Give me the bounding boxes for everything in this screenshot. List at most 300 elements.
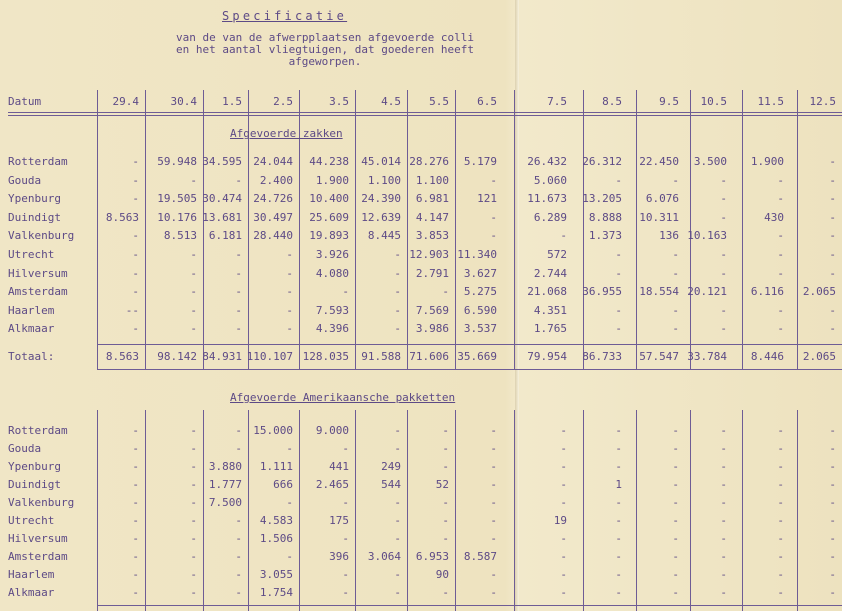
table-cell: - [442,460,449,473]
table-cell: 6.116 [750,285,784,299]
section-title: Afgevoerde zakken [230,127,343,140]
date-header: 8.5 [602,95,622,108]
table-cell: 1.111 [259,460,293,473]
table-cell: - [235,442,242,455]
column-divider [514,410,515,611]
table-cell: 28.276 [409,155,449,168]
table-cell: - [235,248,242,261]
table-cell: - [490,496,497,509]
column-divider [690,410,691,611]
table-cell: - [132,266,139,280]
total-cell: 71.606 [409,350,449,363]
table-cell: - [442,442,449,455]
table-cell: 24.044 [253,155,293,168]
table-cell: - [190,532,197,545]
total-cell: 91.588 [361,350,401,363]
table-cell: - [560,460,567,473]
column-divider [407,90,408,370]
table-cell: 1.506 [259,532,293,545]
table-cell: - [615,173,622,187]
table-cell: - [235,568,242,581]
table-cell: 249 [381,460,401,473]
document-subtitle [160,32,490,68]
table-cell: 3.986 [415,322,449,336]
table-cell: 10.176 [157,210,197,224]
table-cell: - [777,460,784,473]
table-cell: - [720,478,727,491]
table-cell: - [720,460,727,473]
row-label: Hilversum [8,266,68,280]
table-cell: - [442,532,449,545]
table-cell: 7.500 [208,496,242,509]
table-cell: - [190,322,197,336]
table-cell: - [286,248,293,261]
table-cell: - [672,568,679,581]
table-cell: - [394,442,401,455]
table-cell: - [560,568,567,581]
date-header: 12.5 [809,95,836,108]
table-cell: 5.275 [463,285,497,299]
table-cell: 6.590 [463,303,497,317]
date-header: 6.5 [477,95,497,108]
table-cell: - [672,478,679,491]
table-cell: 1.100 [367,173,401,187]
row-label: Ypenburg [8,192,61,206]
column-divider [299,410,300,611]
total-cell: 35.669 [457,350,497,363]
table-cell: - [132,285,139,299]
header-rule [8,112,842,113]
table-cell: 8.587 [463,550,497,563]
table-cell: 1.765 [533,322,567,336]
table-cell: - [490,442,497,455]
table-cell: 136 [659,229,679,243]
table-cell: - [342,285,349,299]
table-cell: - [720,266,727,280]
row-label: Gouda [8,442,42,455]
date-header: 1.5 [222,95,242,108]
row-label: Utrecht [8,248,55,261]
table-cell: - [132,248,139,261]
table-cell: - [394,303,401,317]
table-cell: - [286,266,293,280]
paper-fold [515,0,519,611]
table-cell: - [615,266,622,280]
table-cell: - [672,496,679,509]
table-cell: - [777,424,784,437]
column-divider [97,410,98,611]
table-cell: - [132,442,139,455]
table-cell: - [829,460,836,473]
table-cell: - [235,550,242,563]
table-cell: - [829,442,836,455]
table-cell: - [777,442,784,455]
table-cell: 25.609 [309,210,349,224]
table-cell: 441 [329,460,349,473]
table-cell: - [394,266,401,280]
table-cell: - [190,248,197,261]
table-cell: - [720,532,727,545]
subtitle-line: van de van de afwerpplaatsen afgevoerde colli [175,31,474,44]
bottom-rule [97,605,842,606]
table-cell: - [829,532,836,545]
table-cell: - [560,532,567,545]
table-cell: 30.497 [253,210,293,224]
row-label: Rotterdam [8,155,68,168]
table-cell: 15.000 [253,424,293,437]
table-cell: - [235,173,242,187]
table-cell: - [615,322,622,336]
table-cell: - [235,285,242,299]
date-header: 11.5 [757,95,784,108]
row-label: Haarlem [8,568,55,581]
table-cell: 1.900 [750,155,784,168]
row-label: Rotterdam [8,424,68,437]
table-cell: - [490,532,497,545]
table-cell: - [190,514,197,527]
table-cell: - [235,424,242,437]
table-cell: 5.179 [463,155,497,168]
table-cell: - [829,303,836,317]
table-cell: 11.673 [527,192,567,206]
table-cell: 36.955 [582,285,622,299]
table-cell: - [286,550,293,563]
table-cell: - [560,442,567,455]
table-cell: - [672,442,679,455]
date-header: 3.5 [329,95,349,108]
table-cell: - [829,322,836,336]
table-cell: 10.400 [309,192,349,206]
table-cell: - [615,496,622,509]
column-divider [355,410,356,611]
table-cell: - [777,173,784,187]
table-cell: - [777,550,784,563]
table-cell: - [394,514,401,527]
table-cell: - [235,514,242,527]
table-cell: 4.351 [533,303,567,317]
table-cell: - [829,478,836,491]
table-cell: 3.064 [367,550,401,563]
table-cell: 44.238 [309,155,349,168]
table-cell: - [190,550,197,563]
table-cell: - [235,322,242,336]
table-cell: 5.060 [533,173,567,187]
table-cell: - [132,568,139,581]
table-cell: 13.681 [202,210,242,224]
table-cell: - [490,586,497,599]
table-cell: - [190,173,197,187]
table-cell: - [720,514,727,527]
table-cell: - [720,568,727,581]
table-cell: - [394,248,401,261]
table-cell: - [132,514,139,527]
table-cell: - [720,248,727,261]
table-cell: 30.474 [202,192,242,206]
table-cell: 19.893 [309,229,349,243]
table-cell: 6.981 [415,192,449,206]
table-cell: 3.627 [463,266,497,280]
table-cell: - [235,266,242,280]
table-cell: - [672,322,679,336]
table-cell: 10.311 [639,210,679,224]
table-cell: - [342,568,349,581]
table-cell: - [394,586,401,599]
table-cell: - [132,424,139,437]
date-header: 30.4 [170,95,197,108]
row-label: Hilversum [8,532,68,545]
table-cell: - [342,496,349,509]
table-cell: 7.593 [315,303,349,317]
table-cell: 175 [329,514,349,527]
column-divider [583,90,584,370]
table-cell: 1 [615,478,622,491]
table-cell: 20.121 [687,285,727,299]
table-cell: 2.744 [533,266,567,280]
table-cell: - [777,248,784,261]
table-cell: - [132,460,139,473]
table-cell: - [490,210,497,224]
table-cell: 18.554 [639,285,679,299]
document-title: Specificatie [222,9,348,23]
table-cell: - [672,550,679,563]
table-cell: 3.055 [259,568,293,581]
row-label: Amsterdam [8,550,68,563]
total-label: Totaal: [8,350,55,363]
date-header: 10.5 [700,95,727,108]
table-cell: -- [125,303,139,317]
table-cell: - [286,285,293,299]
header-datum-label: Datum [8,95,42,108]
table-cell: - [829,173,836,187]
table-cell: - [720,442,727,455]
row-label: Duindigt [8,210,61,224]
table-cell: - [235,303,242,317]
table-cell: - [777,568,784,581]
table-cell: - [829,155,836,168]
table-cell: 9.000 [315,424,349,437]
table-cell: - [672,424,679,437]
table-cell: - [615,442,622,455]
column-divider [797,410,798,611]
table-cell: - [132,155,139,168]
table-cell: 24.726 [253,192,293,206]
table-cell: - [615,586,622,599]
row-label: Valkenburg [8,229,75,243]
table-cell: 1.100 [415,173,449,187]
date-header: 29.4 [112,95,139,108]
table-cell: 3.537 [463,322,497,336]
table-cell: - [672,514,679,527]
total-cell: 79.954 [527,350,567,363]
table-cell: - [132,586,139,599]
total-cell: 110.107 [246,350,293,363]
table-cell: - [829,496,836,509]
subtitle-line: afgeworpen. [288,55,362,68]
table-cell: - [132,173,139,187]
total-cell: 8.563 [105,350,139,363]
table-cell: - [560,496,567,509]
table-cell: - [829,568,836,581]
column-divider [407,410,408,611]
table-cell: - [672,303,679,317]
table-cell: - [190,568,197,581]
table-cell: 2.791 [415,266,449,280]
table-cell: 2.400 [259,173,293,187]
table-cell: - [490,514,497,527]
table-cell: - [829,229,836,243]
table-cell: - [342,532,349,545]
table-cell: - [394,285,401,299]
table-cell: - [672,532,679,545]
total-cell: 84.931 [202,350,242,363]
table-cell: - [132,322,139,336]
table-cell: - [190,496,197,509]
table-cell: - [777,303,784,317]
table-cell: - [829,192,836,206]
table-cell: - [615,248,622,261]
table-cell: - [777,514,784,527]
table-cell: 28.440 [253,229,293,243]
table-cell: - [490,173,497,187]
table-cell: - [442,514,449,527]
table-cell: 4.583 [259,514,293,527]
table-cell: 4.396 [315,322,349,336]
table-cell: - [720,586,727,599]
table-cell: - [132,192,139,206]
table-cell: - [829,424,836,437]
table-cell: - [190,303,197,317]
date-header: 2.5 [273,95,293,108]
table-cell: - [829,550,836,563]
table-cell: - [190,424,197,437]
table-cell: - [720,303,727,317]
table-cell: - [394,532,401,545]
table-cell: - [490,478,497,491]
column-divider [203,90,204,370]
subtitle-line: en het aantal vliegtuigen, dat goederen heeft [175,43,474,56]
table-cell: - [560,586,567,599]
table-cell: - [132,229,139,243]
table-cell: - [777,229,784,243]
table-cell: - [394,424,401,437]
table-cell: - [672,586,679,599]
table-cell: - [615,514,622,527]
table-cell: 8.888 [588,210,622,224]
table-cell: 2.465 [315,478,349,491]
table-cell: 22.450 [639,155,679,168]
table-cell: 6.289 [533,210,567,224]
table-cell: - [394,322,401,336]
column-divider [145,410,146,611]
table-cell: - [777,586,784,599]
table-cell: - [560,478,567,491]
date-header: 4.5 [381,95,401,108]
table-cell: - [490,229,497,243]
table-cell: - [190,586,197,599]
table-cell: - [560,550,567,563]
total-cell: 2.065 [802,350,836,363]
table-cell: 8.563 [105,210,139,224]
table-cell: - [190,460,197,473]
table-cell: - [720,496,727,509]
table-cell: - [720,322,727,336]
table-cell: - [235,532,242,545]
date-header: 7.5 [547,95,567,108]
table-cell: - [560,424,567,437]
table-cell: - [442,496,449,509]
table-cell: 1.373 [588,229,622,243]
table-cell: - [342,442,349,455]
table-cell: 12.639 [361,210,401,224]
column-divider [636,90,637,370]
column-divider [97,90,98,370]
total-rule-top [97,344,842,345]
table-cell: - [777,322,784,336]
total-cell: 128.035 [302,350,349,363]
table-cell: 45.014 [361,155,401,168]
table-cell: 6.076 [645,192,679,206]
table-cell: 3.500 [693,155,727,168]
table-cell: - [132,478,139,491]
table-cell: 3.926 [315,248,349,261]
table-cell: - [190,442,197,455]
table-cell: 7.569 [415,303,449,317]
table-cell: 1.754 [259,586,293,599]
table-cell: 26.312 [582,155,622,168]
column-divider [742,90,743,370]
table-cell: 59.948 [157,155,197,168]
table-cell: - [829,586,836,599]
table-cell: 4.147 [415,210,449,224]
table-cell: - [286,303,293,317]
table-cell: - [132,550,139,563]
table-cell: - [560,229,567,243]
total-cell: 33.784 [687,350,727,363]
table-cell: - [286,442,293,455]
total-cell: 8.446 [750,350,784,363]
table-cell: 90 [435,568,449,581]
table-cell: - [615,303,622,317]
table-cell: 26.432 [527,155,567,168]
table-cell: - [720,173,727,187]
column-divider [514,90,515,370]
table-cell: - [829,266,836,280]
table-cell: 1.900 [315,173,349,187]
table-cell: - [672,248,679,261]
row-label: Alkmaar [8,322,55,336]
table-cell: - [190,266,197,280]
table-cell: - [190,478,197,491]
column-divider [248,410,249,611]
table-cell: - [615,532,622,545]
table-cell: 6.953 [415,550,449,563]
table-cell: - [829,210,836,224]
row-label: Amsterdam [8,285,68,299]
table-cell: 121 [477,192,497,206]
table-cell: - [394,496,401,509]
table-cell: 2.065 [802,285,836,299]
table-cell: - [672,460,679,473]
table-cell: 1.777 [208,478,242,491]
table-cell: - [672,173,679,187]
table-cell: - [132,532,139,545]
table-cell: - [777,266,784,280]
table-cell: 8.513 [163,229,197,243]
table-cell: - [190,285,197,299]
table-cell: - [615,550,622,563]
table-cell: 19.505 [157,192,197,206]
section-title: Afgevoerde Amerikaansche pakketten [230,391,456,404]
